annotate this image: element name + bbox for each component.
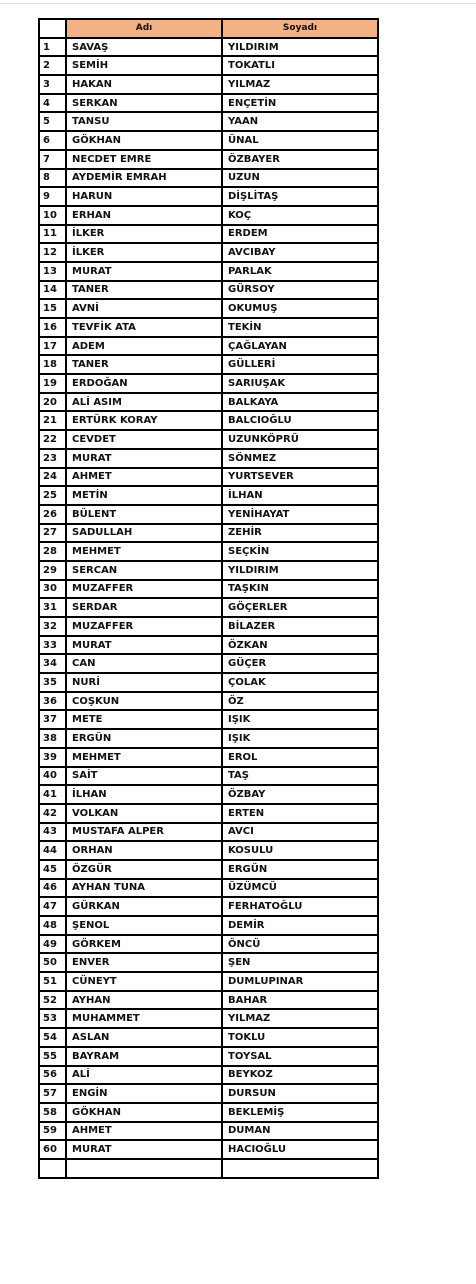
row-number-cell: 25 (39, 486, 66, 505)
first-name-cell: GÖKHAN (66, 131, 222, 150)
row-number-cell: 29 (39, 561, 66, 580)
table-row (39, 1159, 378, 1178)
first-name-cell: TANER (66, 281, 222, 300)
row-number-cell: 24 (39, 468, 66, 487)
row-number-cell: 13 (39, 262, 66, 281)
row-number-cell: 37 (39, 710, 66, 729)
table-row (39, 935, 378, 954)
row-number-cell: 11 (39, 225, 66, 244)
first-name-cell: TEVFİK ATA (66, 318, 222, 337)
table-row (39, 206, 378, 225)
row-number-cell: 55 (39, 1047, 66, 1066)
last-name-cell: AVCIBAY (222, 243, 378, 262)
row-number-cell: 1 (39, 38, 66, 57)
row-number-cell: 48 (39, 916, 66, 935)
table-row (39, 486, 378, 505)
table-row (39, 1066, 378, 1085)
row-number-cell: 34 (39, 654, 66, 673)
last-name-cell: YILMAZ (222, 75, 378, 94)
table-row (39, 823, 378, 842)
table-row (39, 692, 378, 711)
first-name-cell: NURİ (66, 673, 222, 692)
first-name-cell: ÖZGÜR (66, 860, 222, 879)
last-name-cell: YENİHAYAT (222, 505, 378, 524)
row-number-cell: 42 (39, 804, 66, 823)
row-number-cell: 30 (39, 580, 66, 599)
first-name-cell: MURAT (66, 636, 222, 655)
row-number-cell: 45 (39, 860, 66, 879)
table-row (39, 785, 378, 804)
last-name-cell: TOYSAL (222, 1047, 378, 1066)
last-name-cell: TEKİN (222, 318, 378, 337)
table-row (39, 225, 378, 244)
last-name-cell: KOÇ (222, 206, 378, 225)
table-row (39, 561, 378, 580)
table-row (39, 729, 378, 748)
row-number-cell: 41 (39, 785, 66, 804)
header-cell-first-name: Adı (66, 19, 222, 38)
table-row (39, 767, 378, 786)
table-row (39, 841, 378, 860)
last-name-cell: TOKLU (222, 1028, 378, 1047)
last-name-cell: GÜÇER (222, 654, 378, 673)
first-name-cell: ENVER (66, 953, 222, 972)
last-name-cell: BEYKOZ (222, 1066, 378, 1085)
last-name-cell: GÖÇERLER (222, 598, 378, 617)
first-name-cell: ALİ (66, 1066, 222, 1085)
table-row (39, 262, 378, 281)
table-row (39, 355, 378, 374)
last-name-cell: ÖNCÜ (222, 935, 378, 954)
table-row (39, 299, 378, 318)
table-row (39, 318, 378, 337)
row-number-cell: 3 (39, 75, 66, 94)
row-number-cell: 47 (39, 897, 66, 916)
first-name-cell: HAKAN (66, 75, 222, 94)
first-name-cell: ALİ ASIM (66, 393, 222, 412)
last-name-cell: HACIOĞLU (222, 1140, 378, 1159)
last-name-cell: ERGÜN (222, 860, 378, 879)
first-name-cell: ASLAN (66, 1028, 222, 1047)
table-body (39, 38, 378, 1178)
first-name-cell: ŞENOL (66, 916, 222, 935)
row-number-cell: 40 (39, 767, 66, 786)
table-row (39, 38, 378, 57)
table-row (39, 542, 378, 561)
table-row (39, 393, 378, 412)
last-name-cell: BEKLEMİŞ (222, 1103, 378, 1122)
table-row (39, 804, 378, 823)
last-name-cell: GÜRSOY (222, 281, 378, 300)
table-row (39, 468, 378, 487)
row-number-cell: 32 (39, 617, 66, 636)
last-name-cell: BALKAYA (222, 393, 378, 412)
table-row (39, 150, 378, 169)
last-name-cell: ÇOLAK (222, 673, 378, 692)
last-name-cell: DEMİR (222, 916, 378, 935)
table-row (39, 710, 378, 729)
table-row (39, 56, 378, 75)
first-name-cell: CÜNEYT (66, 972, 222, 991)
first-name-cell (66, 1159, 222, 1178)
row-number-cell: 53 (39, 1009, 66, 1028)
last-name-cell: EROL (222, 748, 378, 767)
name-list-sheet (38, 18, 379, 1179)
row-number-cell: 22 (39, 430, 66, 449)
first-name-cell: MUSTAFA ALPER (66, 823, 222, 842)
table-row (39, 1009, 378, 1028)
table-row (39, 187, 378, 206)
last-name-cell: TAŞKIN (222, 580, 378, 599)
row-number-cell: 35 (39, 673, 66, 692)
first-name-cell: CAN (66, 654, 222, 673)
table-row (39, 505, 378, 524)
last-name-cell: SEÇKİN (222, 542, 378, 561)
first-name-cell: SEMİH (66, 56, 222, 75)
first-name-cell: İLKER (66, 243, 222, 262)
table-row (39, 112, 378, 131)
last-name-cell (222, 1159, 378, 1178)
first-name-cell: MUZAFFER (66, 580, 222, 599)
last-name-cell: IŞIK (222, 729, 378, 748)
table-row (39, 131, 378, 150)
last-name-cell: UZUN (222, 169, 378, 188)
name-table (38, 18, 379, 1179)
table-row (39, 169, 378, 188)
row-number-cell: 31 (39, 598, 66, 617)
first-name-cell: MURAT (66, 1140, 222, 1159)
table-row (39, 673, 378, 692)
first-name-cell: AHMET (66, 1122, 222, 1141)
table-row (39, 337, 378, 356)
last-name-cell: ERTEN (222, 804, 378, 823)
last-name-cell: DİŞLİTAŞ (222, 187, 378, 206)
row-number-cell: 23 (39, 449, 66, 468)
last-name-cell: YILDIRIM (222, 38, 378, 57)
last-name-cell: ÜZÜMCÜ (222, 879, 378, 898)
last-name-cell: ZEHİR (222, 524, 378, 543)
last-name-cell: ÖZBAYER (222, 150, 378, 169)
row-number-cell: 20 (39, 393, 66, 412)
table-row (39, 524, 378, 543)
first-name-cell: ORHAN (66, 841, 222, 860)
table-row (39, 1047, 378, 1066)
table-row (39, 374, 378, 393)
table-row (39, 972, 378, 991)
last-name-cell: TAŞ (222, 767, 378, 786)
table-row (39, 243, 378, 262)
row-number-cell: 36 (39, 692, 66, 711)
first-name-cell: BÜLENT (66, 505, 222, 524)
last-name-cell: İLHAN (222, 486, 378, 505)
last-name-cell: PARLAK (222, 262, 378, 281)
last-name-cell: BAHAR (222, 991, 378, 1010)
row-number-cell: 21 (39, 411, 66, 430)
last-name-cell: YILDIRIM (222, 561, 378, 580)
last-name-cell: TOKATLI (222, 56, 378, 75)
row-number-cell: 18 (39, 355, 66, 374)
last-name-cell: ÖZKAN (222, 636, 378, 655)
first-name-cell: TANER (66, 355, 222, 374)
first-name-cell: SERDAR (66, 598, 222, 617)
first-name-cell: MEHMET (66, 542, 222, 561)
table-row (39, 617, 378, 636)
row-number-cell: 2 (39, 56, 66, 75)
last-name-cell: BALCIOĞLU (222, 411, 378, 430)
row-number-cell: 16 (39, 318, 66, 337)
table-row (39, 991, 378, 1010)
table-row (39, 654, 378, 673)
last-name-cell: GÜLLERİ (222, 355, 378, 374)
first-name-cell: AYDEMİR EMRAH (66, 169, 222, 188)
row-number-cell: 12 (39, 243, 66, 262)
row-number-cell: 54 (39, 1028, 66, 1047)
row-number-cell: 9 (39, 187, 66, 206)
last-name-cell: UZUNKÖPRÜ (222, 430, 378, 449)
row-number-cell: 60 (39, 1140, 66, 1159)
row-number-cell: 51 (39, 972, 66, 991)
table-row (39, 580, 378, 599)
first-name-cell: CEVDET (66, 430, 222, 449)
first-name-cell: METE (66, 710, 222, 729)
first-name-cell: AHMET (66, 468, 222, 487)
first-name-cell: SAİT (66, 767, 222, 786)
row-number-cell: 6 (39, 131, 66, 150)
first-name-cell: MUZAFFER (66, 617, 222, 636)
table-row (39, 953, 378, 972)
first-name-cell: SADULLAH (66, 524, 222, 543)
row-number-cell: 33 (39, 636, 66, 655)
last-name-cell: SARIUŞAK (222, 374, 378, 393)
row-number-cell (39, 1159, 66, 1178)
first-name-cell: HARUN (66, 187, 222, 206)
table-row (39, 916, 378, 935)
last-name-cell: ERDEM (222, 225, 378, 244)
last-name-cell: ENÇETİN (222, 94, 378, 113)
first-name-cell: ADEM (66, 337, 222, 356)
last-name-cell: FERHATOĞLU (222, 897, 378, 916)
row-number-cell: 8 (39, 169, 66, 188)
table-row (39, 430, 378, 449)
header-row (39, 19, 378, 38)
last-name-cell: ÖZBAY (222, 785, 378, 804)
first-name-cell: MUHAMMET (66, 1009, 222, 1028)
row-number-cell: 5 (39, 112, 66, 131)
row-number-cell: 46 (39, 879, 66, 898)
last-name-cell: ÇAĞLAYAN (222, 337, 378, 356)
first-name-cell: AYHAN TUNA (66, 879, 222, 898)
table-row (39, 748, 378, 767)
first-name-cell: COŞKUN (66, 692, 222, 711)
table-row (39, 1140, 378, 1159)
table-row (39, 94, 378, 113)
row-number-cell: 50 (39, 953, 66, 972)
row-number-cell: 56 (39, 1066, 66, 1085)
last-name-cell: YILMAZ (222, 1009, 378, 1028)
header-cell-number (39, 19, 66, 38)
first-name-cell: ERDOĞAN (66, 374, 222, 393)
first-name-cell: ERGÜN (66, 729, 222, 748)
first-name-cell: ENGİN (66, 1084, 222, 1103)
row-number-cell: 59 (39, 1122, 66, 1141)
row-number-cell: 19 (39, 374, 66, 393)
first-name-cell: TANSU (66, 112, 222, 131)
row-number-cell: 38 (39, 729, 66, 748)
row-number-cell: 39 (39, 748, 66, 767)
row-number-cell: 7 (39, 150, 66, 169)
first-name-cell: MEHMET (66, 748, 222, 767)
last-name-cell: BİLAZER (222, 617, 378, 636)
last-name-cell: KOSULU (222, 841, 378, 860)
row-number-cell: 28 (39, 542, 66, 561)
last-name-cell: DUMAN (222, 1122, 378, 1141)
row-number-cell: 17 (39, 337, 66, 356)
row-number-cell: 10 (39, 206, 66, 225)
header-cell-last-name: Soyadı (222, 19, 378, 38)
row-number-cell: 58 (39, 1103, 66, 1122)
table-row (39, 1084, 378, 1103)
row-number-cell: 52 (39, 991, 66, 1010)
first-name-cell: NECDET EMRE (66, 150, 222, 169)
table-row (39, 636, 378, 655)
first-name-cell: BAYRAM (66, 1047, 222, 1066)
row-number-cell: 57 (39, 1084, 66, 1103)
table-row (39, 897, 378, 916)
last-name-cell: DUMLUPINAR (222, 972, 378, 991)
last-name-cell: IŞIK (222, 710, 378, 729)
last-name-cell: AVCI (222, 823, 378, 842)
table-row (39, 1028, 378, 1047)
table-row (39, 411, 378, 430)
row-number-cell: 14 (39, 281, 66, 300)
last-name-cell: OKUMUŞ (222, 299, 378, 318)
table-row (39, 1122, 378, 1141)
last-name-cell: ÖZ (222, 692, 378, 711)
first-name-cell: SERKAN (66, 94, 222, 113)
first-name-cell: SERCAN (66, 561, 222, 580)
first-name-cell: İLHAN (66, 785, 222, 804)
row-number-cell: 4 (39, 94, 66, 113)
row-number-cell: 26 (39, 505, 66, 524)
last-name-cell: SÖNMEZ (222, 449, 378, 468)
first-name-cell: ERHAN (66, 206, 222, 225)
row-number-cell: 49 (39, 935, 66, 954)
row-number-cell: 43 (39, 823, 66, 842)
last-name-cell: YURTSEVER (222, 468, 378, 487)
table-row (39, 598, 378, 617)
table-row (39, 75, 378, 94)
row-number-cell: 15 (39, 299, 66, 318)
first-name-cell: AYHAN (66, 991, 222, 1010)
table-row (39, 1103, 378, 1122)
table-row (39, 879, 378, 898)
first-name-cell: ERTÜRK KORAY (66, 411, 222, 430)
first-name-cell: İLKER (66, 225, 222, 244)
table-row (39, 860, 378, 879)
row-number-cell: 27 (39, 524, 66, 543)
table-row (39, 449, 378, 468)
first-name-cell: SAVAŞ (66, 38, 222, 57)
last-name-cell: ŞEN (222, 953, 378, 972)
first-name-cell: GÖKHAN (66, 1103, 222, 1122)
row-number-cell: 44 (39, 841, 66, 860)
table-row (39, 281, 378, 300)
top-divider (0, 3, 476, 4)
first-name-cell: GÜRKAN (66, 897, 222, 916)
last-name-cell: DURSUN (222, 1084, 378, 1103)
first-name-cell: MURAT (66, 449, 222, 468)
first-name-cell: MURAT (66, 262, 222, 281)
first-name-cell: AVNİ (66, 299, 222, 318)
last-name-cell: ÜNAL (222, 131, 378, 150)
first-name-cell: GÖRKEM (66, 935, 222, 954)
first-name-cell: VOLKAN (66, 804, 222, 823)
first-name-cell: METİN (66, 486, 222, 505)
last-name-cell: YAAN (222, 112, 378, 131)
